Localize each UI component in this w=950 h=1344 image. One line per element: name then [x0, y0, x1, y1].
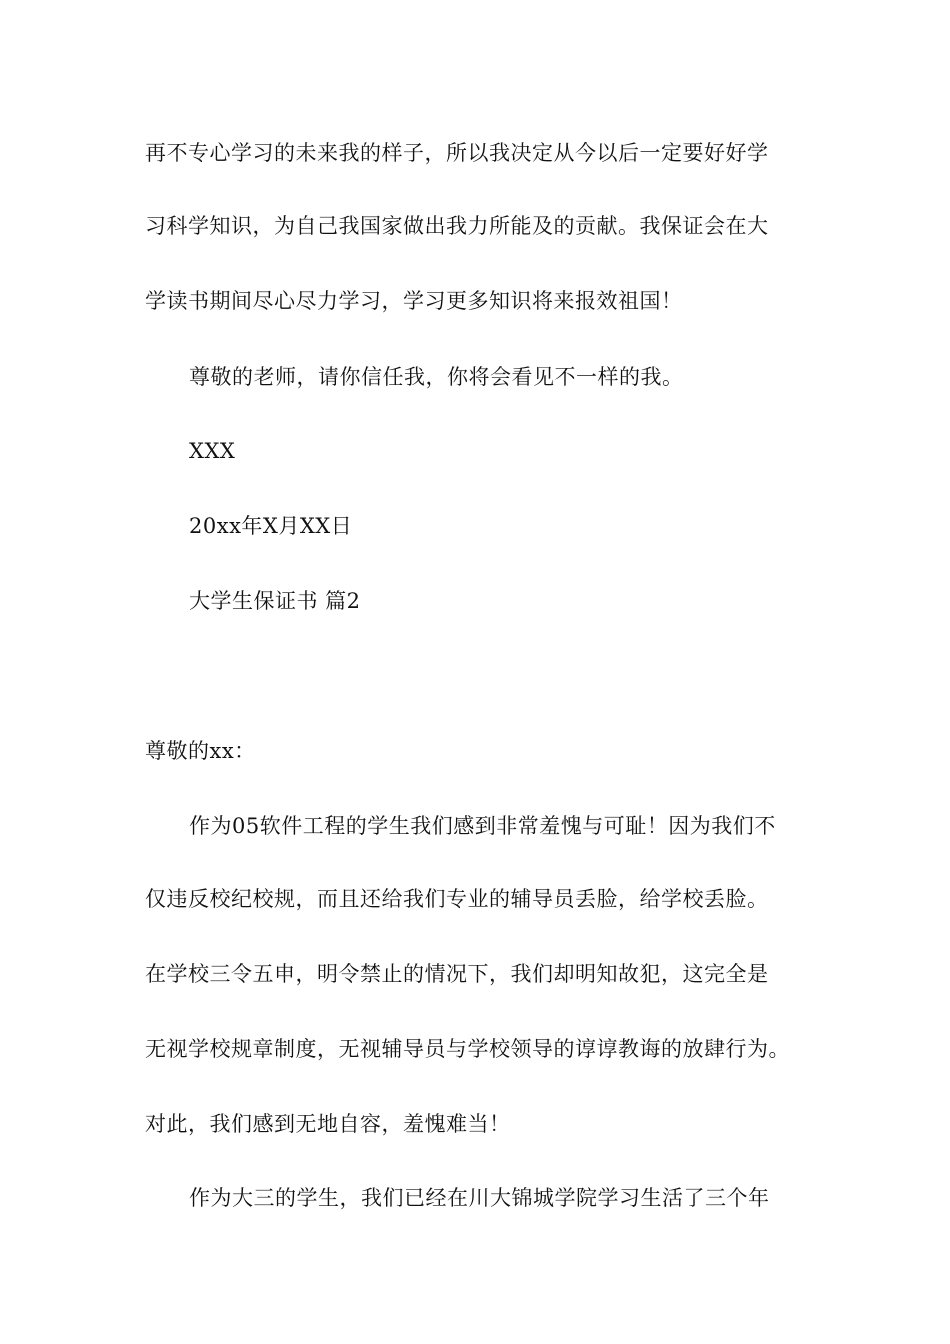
- paragraph-line: 学读书期间尽心尽力学习，学习更多知识将来报效祖国！: [145, 289, 683, 313]
- salutation: 尊敬的xx：: [145, 739, 256, 763]
- paragraph-line: 无视学校规章制度，无视辅导员与学校领导的谆谆教诲的放肆行为。: [145, 1037, 790, 1061]
- paragraph-line: 作为大三的学生，我们已经在川大锦城学院学习生活了三个年: [189, 1186, 770, 1210]
- paragraph-line: 在学校三令五申，明令禁止的情况下，我们却明知故犯，这完全是: [145, 962, 769, 986]
- signature-name: XXX: [189, 439, 236, 463]
- section-heading: 大学生保证书 篇2: [189, 589, 361, 613]
- closing-sentence: 尊敬的老师，请你信任我，你将会看见不一样的我。: [189, 365, 684, 389]
- paragraph-line: 作为05软件工程的学生我们感到非常羞愧与可耻！因为我们不: [189, 814, 776, 838]
- paragraph-line: 对此，我们感到无地自容，羞愧难当！: [145, 1112, 511, 1136]
- signature-date: 20xx年X月XX日: [189, 514, 353, 538]
- paragraph-line: 再不专心学习的未来我的样子，所以我决定从今以后一定要好好学: [145, 141, 769, 165]
- paragraph-line: 习科学知识，为自己我国家做出我力所能及的贡献。我保证会在大: [145, 214, 769, 238]
- paragraph-line: 仅违反校纪校规，而且还给我们专业的辅导员丢脸，给学校丢脸。: [145, 887, 769, 911]
